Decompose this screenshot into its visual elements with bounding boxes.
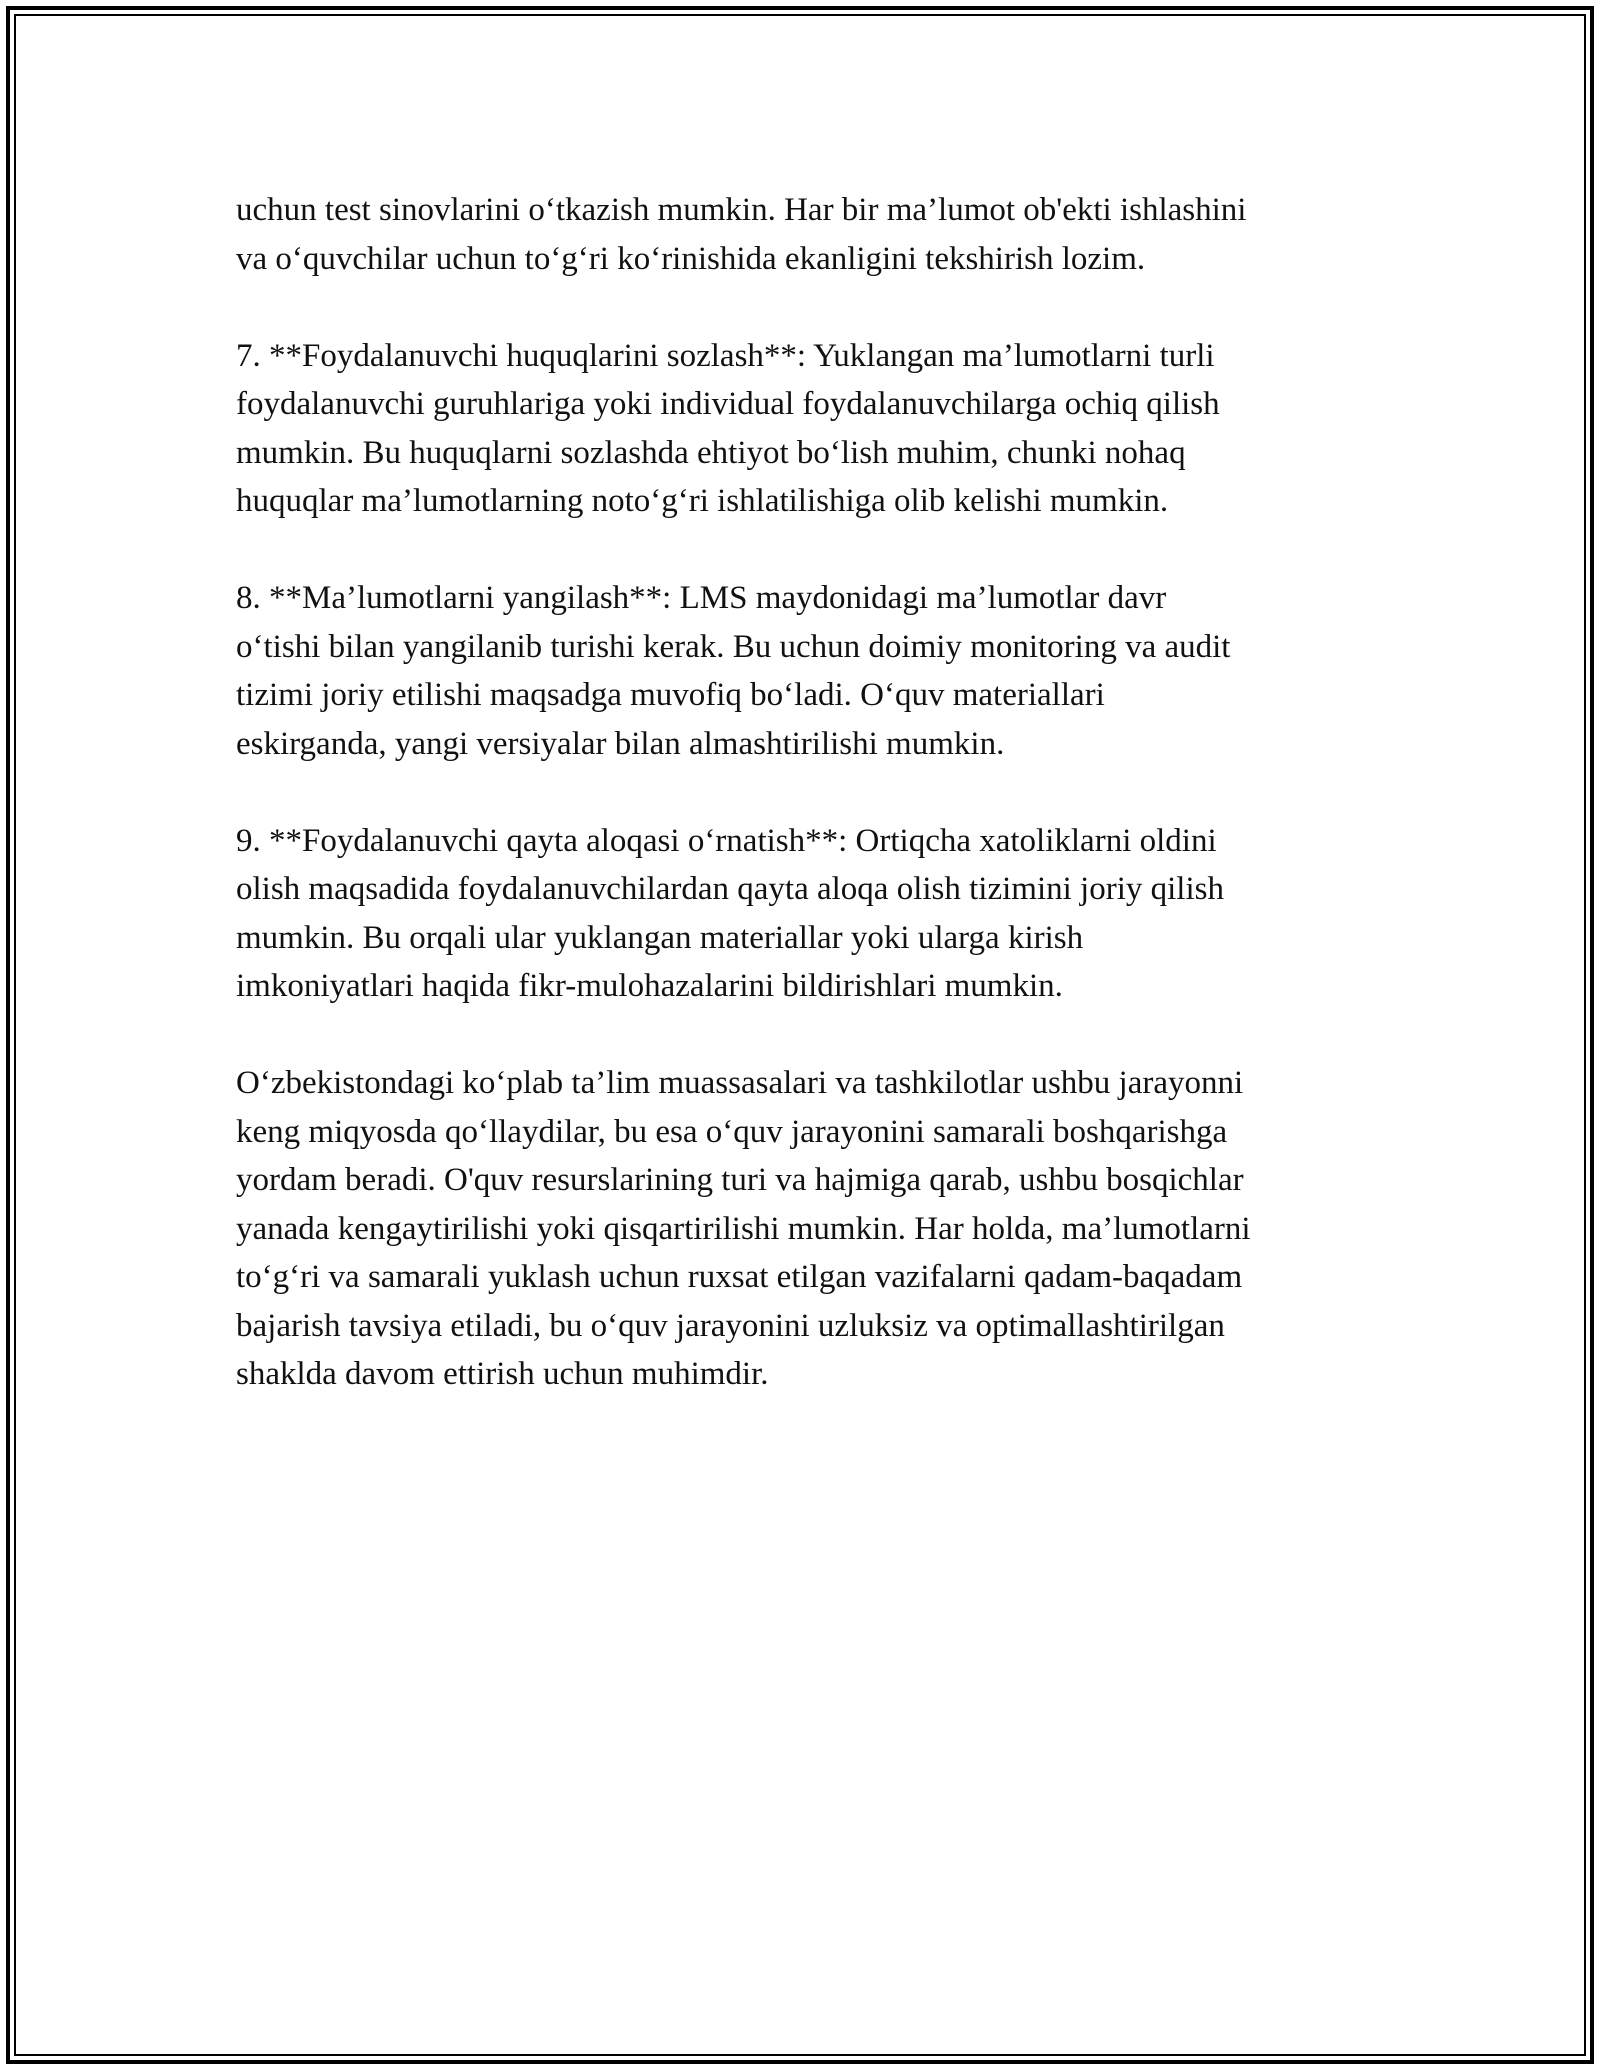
paragraph-data-update: 8. **Ma’lumotlarni yangilash**: LMS maydonidagi ma’lumotlar davr o‘tishi bilan yangilanib turishi kerak. Bu uchun doimiy monitoring va audit tizimi joriy etilishi maqsadga muvofiq bo‘ladi. O‘quv materiallari eskirganda, yangi versiyalar bilan almashtirilishi mumkin. bbox=[236, 580, 1231, 762]
document-body bbox=[236, 186, 1376, 1447]
paragraph-test-intro: uchun test sinovlarini o‘tkazish mumkin. Har bir ma’lumot ob'ekti ishlashini va o‘quvchilar uchun to‘g‘ri ko‘rinishida ekanligini tekshirish lozim. bbox=[236, 192, 1247, 277]
paragraph-user-permissions: 7. **Foydalanuvchi huquqlarini sozlash**: Yuklangan ma’lumotlarni turli foydalanuvchi guruhlariga yoki individual foydalanuvchilarga ochiq qilish mumkin. Bu huquqlarni sozlashda ehtiyot bo‘lish muhim, chunki nohaq huquqlar ma’lumotlarning noto‘g‘ri ishlatilishiga olib kelishi mumkin. bbox=[236, 337, 1220, 519]
paragraph-conclusion: O‘zbekistondagi ko‘plab ta’lim muassasalari va tashkilotlar ushbu jarayonni keng miqyosda qo‘llaydilar, bu esa o‘quv jarayonini samarali boshqarishga yordam beradi. O'quv resurslarining turi va hajmiga qarab, ushbu bosqichlar yanada kengaytirilishi yoki qisqartirilishi mumkin. Har holda, ma’lumotlarni to‘g‘ri va samarali yuklash uchun ruxsat etilgan vazifalarni qadam-baqadam bajarish tavsiya etiladi, bu o‘quv jarayonini uzluksiz va optimallashtirilgan shaklda davom ettirish uchun muhimdir. bbox=[236, 1065, 1251, 1392]
paragraph-user-feedback: 9. **Foydalanuvchi qayta aloqasi o‘rnatish**: Ortiqcha xatoliklarni oldini olish maqsadida foydalanuvchilardan qayta aloqa olish tizimini joriy qilish mumkin. Bu orqali ular yuklangan materiallar yoki ularga kirish imkoniyatlari haqida fikr-mulohazalarini bildirishlari mumkin. bbox=[236, 822, 1224, 1004]
